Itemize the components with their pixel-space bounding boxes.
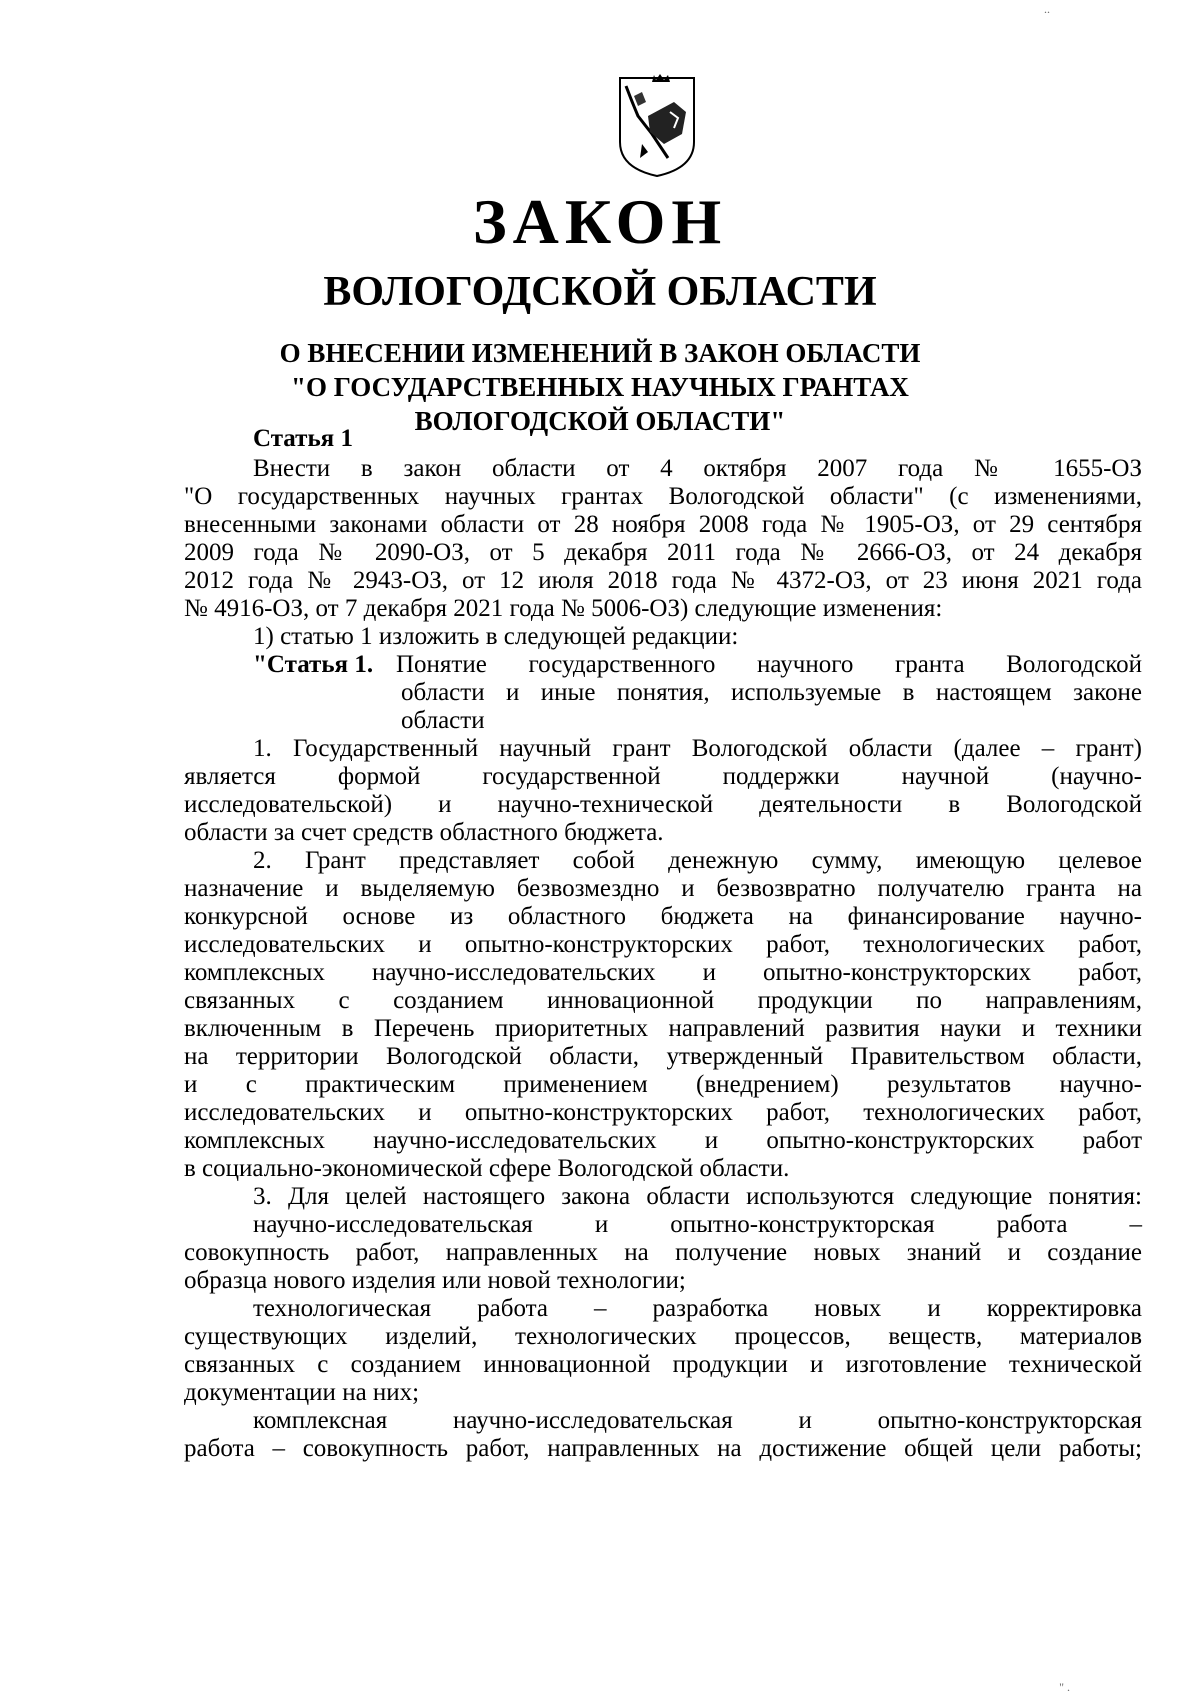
article-1-title-line: Понятие государственного научного гранта Вологодской (396, 651, 1142, 678)
body-line: в социально-экономической сфере Вологодской области. (184, 1155, 790, 1182)
body-line: исследовательских и опытно-конструкторских работ, технологических работ, (184, 1099, 1142, 1126)
scan-mark-bottom: " . (1059, 1680, 1070, 1694)
body-line: связанных с созданием инновационной продукции по направлениям, (184, 987, 1142, 1014)
body-line: Внести в закон области от 4 октября 2007 года № 1655-ОЗ (253, 455, 1142, 482)
article-1-title-line: области и иные понятия, используемые в настоящем законе (401, 679, 1142, 706)
body-line: комплексная научно-исследовательская и опытно-конструкторская (253, 1407, 1142, 1434)
article-1-label: "Статья 1. (253, 651, 374, 678)
body-line: внесенными законами области от 28 ноября 2008 года № 1905-ОЗ, от 29 сентября (184, 511, 1142, 538)
body-line: и с практическим применением (внедрением) результатов научно- (184, 1071, 1142, 1098)
body-line: является формой государственной поддержки научной (научно- (184, 763, 1142, 790)
body-line: 2009 года № 2090-ОЗ, от 5 декабря 2011 года № 2666-ОЗ, от 24 декабря (184, 539, 1142, 566)
body-line: "О государственных научных грантах Вологодской области" (с изменениями, (184, 483, 1142, 510)
subtitle-line: ВОЛОГОДСКОЙ ОБЛАСТИ" (414, 406, 786, 436)
article-heading: Статья 1 (253, 425, 353, 452)
body-line: на территории Вологодской области, утвержденный Правительством области, (184, 1043, 1142, 1070)
scan-mark-top: .. (1044, 2, 1050, 16)
body-line: 1) статью 1 изложить в следующей редакции: (253, 623, 739, 650)
body-line: исследовательских и опытно-конструкторских работ, технологических работ, (184, 931, 1142, 958)
body-line: существующих изделий, технологических процессов, веществ, материалов (184, 1323, 1142, 1350)
body-line: № 4916-ОЗ, от 7 декабря 2021 года № 5006-ОЗ) следующие изменения: (184, 595, 943, 622)
body-line: включенным в Перечень приоритетных направлений развития науки и техники (184, 1015, 1142, 1042)
document-subtitle (0, 336, 1200, 438)
body-line: научно-исследовательская и опытно-конструкторская работа – (253, 1211, 1142, 1238)
body-line: области за счет средств областного бюджета. (184, 819, 664, 846)
subtitle-line: "О ГОСУДАРСТВЕННЫХ НАУЧНЫХ ГРАНТАХ (291, 372, 909, 402)
vologda-coat-of-arms-icon (612, 72, 702, 180)
body-line: 2012 года № 2943-ОЗ, от 12 июля 2018 года № 4372-ОЗ, от 23 июня 2021 года (184, 567, 1142, 594)
body-line: технологическая работа – разработка новых и корректировка (253, 1295, 1142, 1322)
document-title: ЗАКОН (472, 186, 728, 257)
body-line: 1. Государственный научный грант Вологодской области (далее – грант) (253, 735, 1142, 762)
body-line: исследовательской) и научно-технической деятельности в Вологодской (184, 791, 1142, 818)
body-line: совокупность работ, направленных на получение новых знаний и создание (184, 1239, 1142, 1266)
body-line: конкурсной основе из областного бюджета на финансирование научно- (184, 903, 1142, 930)
subtitle-line: О ВНЕСЕНИИ ИЗМЕНЕНИЙ В ЗАКОН ОБЛАСТИ (279, 338, 921, 368)
article-1-title-line: области (401, 707, 485, 734)
body-line: работа – совокупность работ, направленных на достижение общей цели работы; (184, 1435, 1142, 1462)
body-line: комплексных научно-исследовательских и опытно-конструкторских работ (184, 1127, 1142, 1154)
body-line: документации на них; (184, 1379, 420, 1406)
body-line: 3. Для целей настоящего закона области используются следующие понятия: (253, 1183, 1142, 1210)
body-line: 2. Грант представляет собой денежную сумму, имеющую целевое (253, 847, 1142, 874)
body-line: комплексных научно-исследовательских и опытно-конструкторских работ, (184, 959, 1142, 986)
body-line: связанных с созданием инновационной продукции и изготовление технической (184, 1351, 1142, 1378)
body-line: назначение и выделяемую безвозмездно и безвозвратно получателю гранта на (184, 875, 1142, 902)
body-line: образца нового изделия или новой технологии; (184, 1267, 686, 1294)
document-region: ВОЛОГОДСКОЙ ОБЛАСТИ (323, 269, 877, 315)
